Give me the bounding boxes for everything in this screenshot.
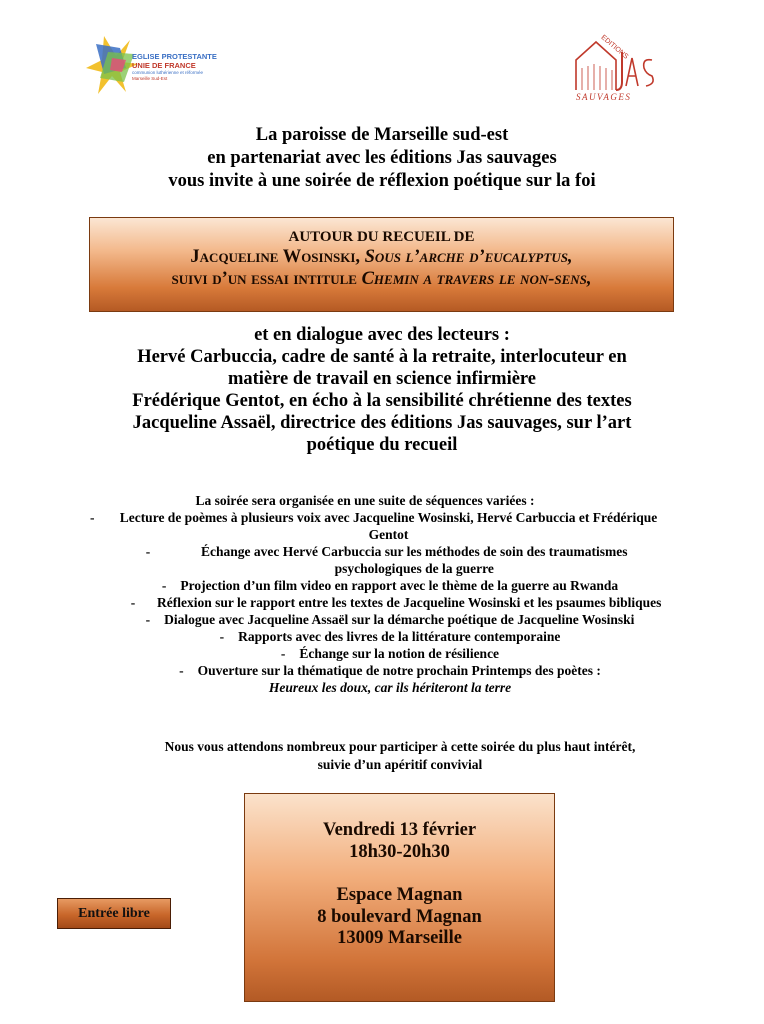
event-address: 8 boulevard Magnan — [317, 906, 482, 927]
logo-line-3: communion luthérienne et réformée — [132, 70, 204, 75]
epudf-logo — [86, 34, 216, 104]
list-item: - Réflexion sur le rapport entre les textes de Jacqueline Wosinski et les psaumes bibliques — [90, 594, 690, 611]
event-venue: Espace Magnan — [336, 885, 463, 905]
event-date: Vendredi 13 février — [322, 820, 477, 840]
list-item: - Échange avec Hervé Carbuccia sur les méthodes de soin des traumatismes psychologiques de la guerre — [90, 543, 690, 577]
program-list — [90, 492, 690, 696]
list-item: - Lecture de poèmes à plusieurs voix avec Jacqueline Wosinski, Hervé Carbuccia et Frédérique Gentot — [90, 509, 690, 543]
intro-line-3: vous invite à une soirée de réflexion poétique sur la foi — [168, 171, 596, 191]
event-time: 18h30-20h30 — [349, 841, 450, 862]
list-item-text: Échange sur la notion de résilience — [299, 646, 500, 661]
program-heading: La soirée sera organisée en une suite de séquences variées : — [195, 493, 535, 508]
list-item: - Rapports avec des livres de la littérature contemporaine — [219, 629, 561, 644]
list-item-text: Réflexion sur le rapport entre les textes de Jacqueline Wosinski et les psaumes bibliques — [157, 595, 662, 610]
book-title: Sous l’arche d’eucalyptus, — [364, 247, 573, 267]
list-item: - Dialogue avec Jacqueline Assaël sur la démarche poétique de Jacqueline Wosinski — [145, 612, 635, 627]
essay-title: Chemin a travers le non-sens, — [361, 269, 592, 289]
list-item: - Échange sur la notion de résilience — [280, 646, 500, 661]
banner-line-1: AUTOUR DU RECUEIL DE — [288, 229, 475, 245]
invite-text — [90, 738, 710, 774]
list-item-text: Dialogue avec Jacqueline Assaël sur la démarche poétique de Jacqueline Wosinski — [164, 612, 635, 627]
list-item: - Ouverture sur la thématique de notre prochain Printemps des poètes : — [179, 663, 601, 678]
logo-editions: EDITIONS — [599, 34, 630, 61]
list-item-text: Ouverture sur la thématique de notre prochain Printemps des poètes : — [197, 663, 601, 678]
intro-line-2: en partenariat avec les éditions Jas sauvages — [207, 148, 557, 168]
author-name: Jacqueline Wosinski, — [190, 247, 365, 267]
banner-line-2 — [90, 246, 673, 268]
event-info-box — [244, 793, 555, 1002]
program-quote: Heureux les doux, car ils hériteront la terre — [268, 680, 512, 695]
logo-sauvages: SAUVAGES — [576, 92, 632, 102]
dialogue-line-6: poétique du recueil — [306, 435, 458, 455]
free-entry-badge: Entrée libre — [57, 898, 171, 929]
list-item-text: Rapports avec des livres de la littérature contemporaine — [238, 629, 561, 644]
essay-intro: suivi d’un essai intitule — [171, 269, 362, 289]
logo-line-4: Marseille Sud-Est — [132, 76, 168, 81]
invite-line-1: Nous vous attendons nombreux pour participer à cette soirée du plus haut intérêt, — [164, 739, 636, 754]
dialogue-line-4: Frédérique Gentot, en écho à la sensibilité chrétienne des textes — [132, 391, 632, 411]
list-item-text: Lecture de poèmes à plusieurs voix avec Jacqueline Wosinski, Hervé Carbuccia et Frédérique Gentot — [119, 510, 658, 542]
invite-line-2: suivie d’un apéritif convivial — [317, 757, 483, 772]
list-item: - Projection d’un film video en rapport avec le thème de la guerre au Rwanda — [161, 578, 619, 593]
dialogue-text — [60, 324, 704, 456]
jas-sauvages-logo — [566, 30, 662, 106]
event-city: 13009 Marseille — [337, 928, 462, 948]
book-banner — [89, 217, 674, 312]
dialogue-line-5: Jacqueline Assaël, directrice des éditions Jas sauvages, sur l’art — [132, 413, 632, 433]
dialogue-line-1: et en dialogue avec des lecteurs : — [254, 325, 510, 345]
banner-line-3 — [90, 268, 673, 290]
logo-jas-word — [566, 30, 568, 31]
intro-line-1: La paroisse de Marseille sud-est — [255, 125, 509, 145]
dialogue-line-3: matière de travail en science infirmière — [227, 369, 537, 389]
logo-line-1: EGLISE PROTESTANTE — [132, 52, 217, 61]
list-item-text: Projection d’un film video en rapport avec le thème de la guerre au Rwanda — [180, 578, 619, 593]
list-item-text: Échange avec Hervé Carbuccia sur les méthodes de soin des traumatismes psychologiques de la guerre — [201, 544, 628, 576]
dialogue-line-2: Hervé Carbuccia, cadre de santé à la retraite, interlocuteur en — [137, 347, 627, 367]
intro-text — [100, 124, 664, 193]
logo-line-2: UNIE DE FRANCE — [132, 61, 196, 70]
